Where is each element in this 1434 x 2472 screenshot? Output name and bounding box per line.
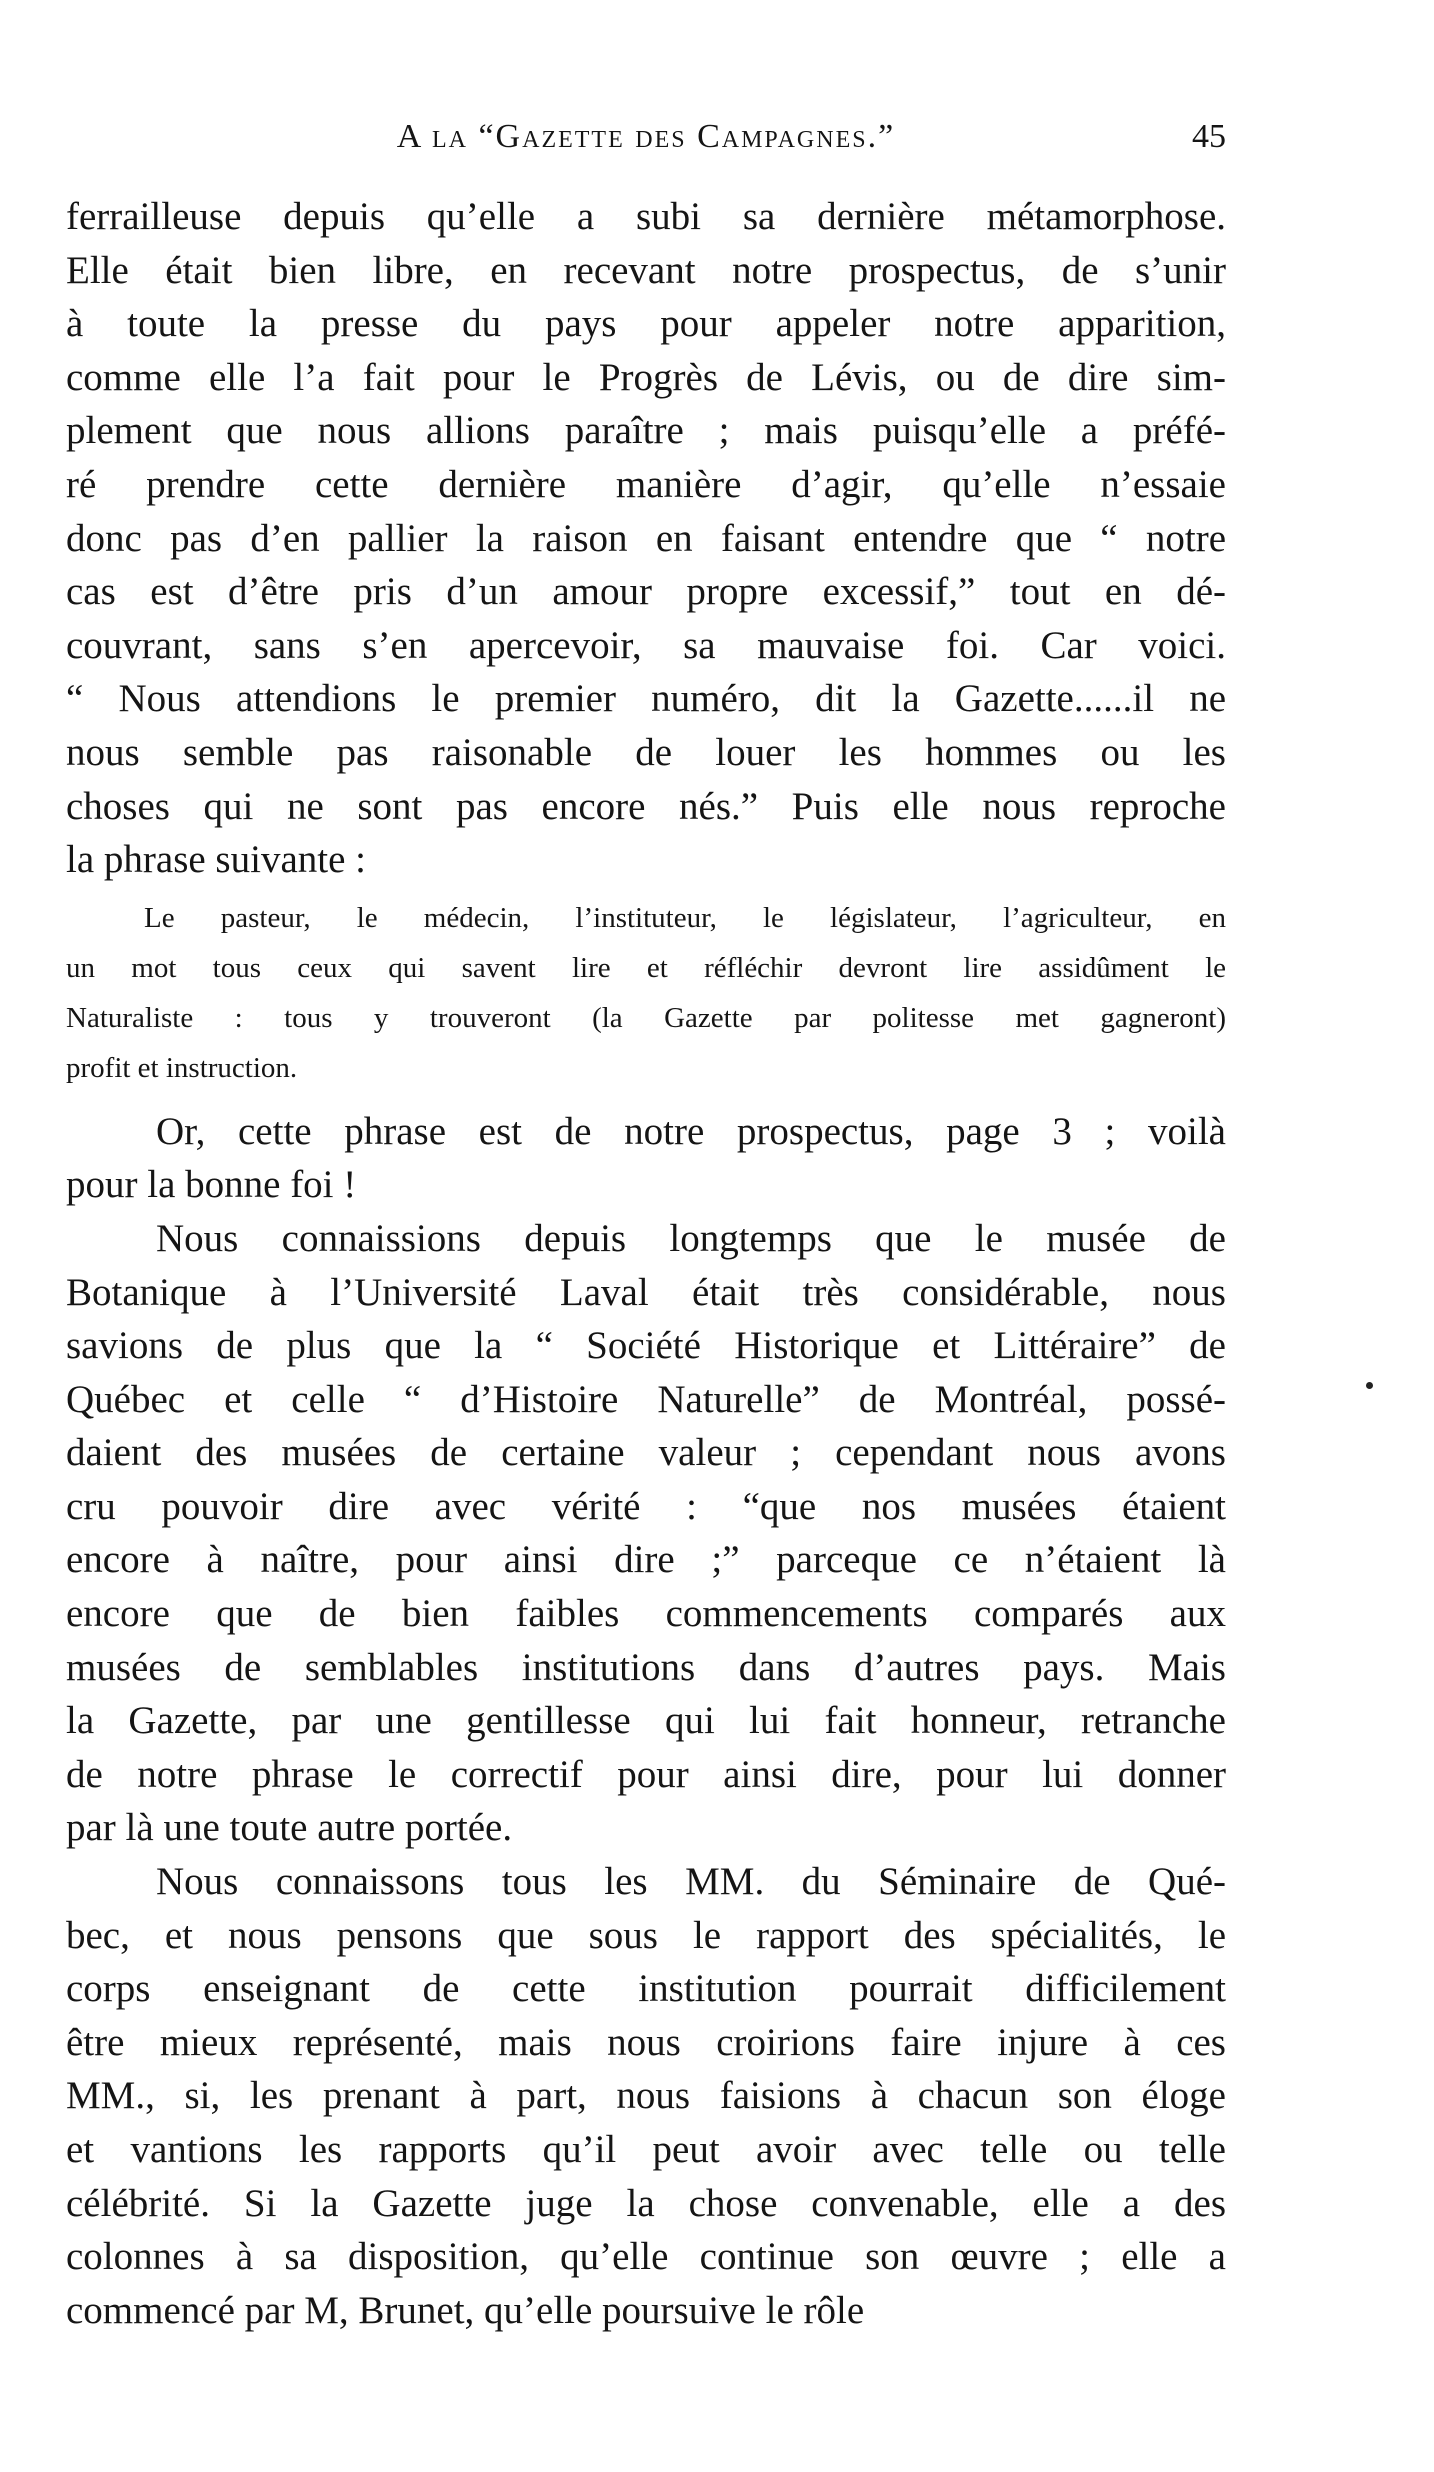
body-text bbox=[66, 190, 1226, 2337]
text-line: encore que de bien faibles commencements comparés aux bbox=[66, 1592, 1226, 1636]
text-line: colonnes à sa disposition, qu’elle continue son œuvre ; elle a bbox=[66, 2235, 1226, 2279]
block-quote bbox=[66, 893, 1226, 1093]
text-line: célébrité. Si la Gazette juge la chose convenable, elle a des bbox=[66, 2181, 1226, 2225]
text-line: couvrant, sans s’en apercevoir, sa mauvaise foi. Car voici. bbox=[66, 623, 1226, 667]
text-line: être mieux représenté, mais nous croirions faire injure à ces bbox=[66, 2020, 1226, 2064]
text-line: savions de plus que la “ Société Historique et Littéraire” de bbox=[66, 1324, 1226, 1368]
text-line: MM., si, les prenant à part, nous faisions à chacun son éloge bbox=[66, 2074, 1226, 2118]
text-line: corps enseignant de cette institution pourrait difficilement bbox=[66, 1967, 1226, 2011]
text-line: par là une toute autre portée. bbox=[66, 1806, 513, 1850]
text-line: la Gazette, par une gentillesse qui lui fait honneur, retranche bbox=[66, 1699, 1226, 1743]
text-line: de notre phrase le correctif pour ainsi dire, pour lui donner bbox=[66, 1752, 1226, 1796]
running-title: A la “Gazette des Campagnes.” bbox=[396, 118, 896, 155]
text-line: cru pouvoir dire avec vérité : “que nos musées étaient bbox=[66, 1484, 1226, 1528]
running-head bbox=[66, 112, 1226, 162]
text-line: nous semble pas raisonable de louer les hommes ou les bbox=[66, 730, 1226, 774]
quote-line: un mot tous ceux qui savent lire et réfléchir devront lire assidûment le bbox=[66, 951, 1226, 984]
text-line: Elle était bien libre, en recevant notre prospectus, de s’unir bbox=[66, 248, 1226, 292]
quote-line: Naturaliste : tous y trouveront (la Gazette par politesse met gagneront) bbox=[66, 1001, 1226, 1034]
text-line: choses qui ne sont pas encore nés.” Puis elle nous reproche bbox=[66, 784, 1226, 828]
text-line: daient des musées de certaine valeur ; cependant nous avons bbox=[66, 1431, 1226, 1475]
text-line: plement que nous allions paraître ; mais puisqu’elle a préfé- bbox=[66, 409, 1226, 453]
text-line: pour la bonne foi ! bbox=[66, 1163, 357, 1207]
text-line: encore à naître, pour ainsi dire ;” parceque ce n’étaient là bbox=[66, 1538, 1226, 1582]
text-line: Botanique à l’Université Laval était très considérable, nous bbox=[66, 1270, 1226, 1314]
text-line: Québec et celle “ d’Histoire Naturelle” de Montréal, possé- bbox=[66, 1377, 1226, 1421]
text-line: commencé par M, Brunet, qu’elle poursuive le rôle bbox=[66, 2288, 865, 2332]
ink-dot bbox=[1366, 1382, 1373, 1389]
text-line: musées de semblables institutions dans d’autres pays. Mais bbox=[66, 1645, 1226, 1689]
page-number: 45 bbox=[1192, 118, 1226, 155]
text-line: comme elle l’a fait pour le Progrès de Lévis, ou de dire sim- bbox=[66, 355, 1226, 399]
text-line: à toute la presse du pays pour appeler notre apparition, bbox=[66, 302, 1226, 346]
text-line: bec, et nous pensons que sous le rapport des spécialités, le bbox=[66, 1913, 1226, 1957]
text-line: Nous connaissions depuis longtemps que le musée de bbox=[156, 1216, 1226, 1260]
text-line: “ Nous attendions le premier numéro, dit la Gazette......il ne bbox=[66, 677, 1226, 721]
quote-line: profit et instruction. bbox=[66, 1051, 298, 1084]
text-line: donc pas d’en pallier la raison en faisant entendre que “ notre bbox=[66, 516, 1226, 560]
quote-line: Le pasteur, le médecin, l’instituteur, le législateur, l’agriculteur, en bbox=[144, 901, 1226, 934]
text-line: la phrase suivante : bbox=[66, 838, 366, 882]
text-line: Or, cette phrase est de notre prospectus, page 3 ; voilà bbox=[156, 1109, 1226, 1153]
text-line: ré prendre cette dernière manière d’agir, qu’elle n’essaie bbox=[66, 462, 1226, 506]
text-line: et vantions les rapports qu’il peut avoir avec telle ou telle bbox=[66, 2128, 1226, 2171]
text-line: Nous connaissons tous les MM. du Séminaire de Qué- bbox=[156, 1860, 1226, 1904]
text-line: ferrailleuse depuis qu’elle a subi sa dernière métamorphose. bbox=[66, 195, 1226, 238]
text-line: cas est d’être pris d’un amour propre excessif,” tout en dé- bbox=[66, 570, 1226, 614]
